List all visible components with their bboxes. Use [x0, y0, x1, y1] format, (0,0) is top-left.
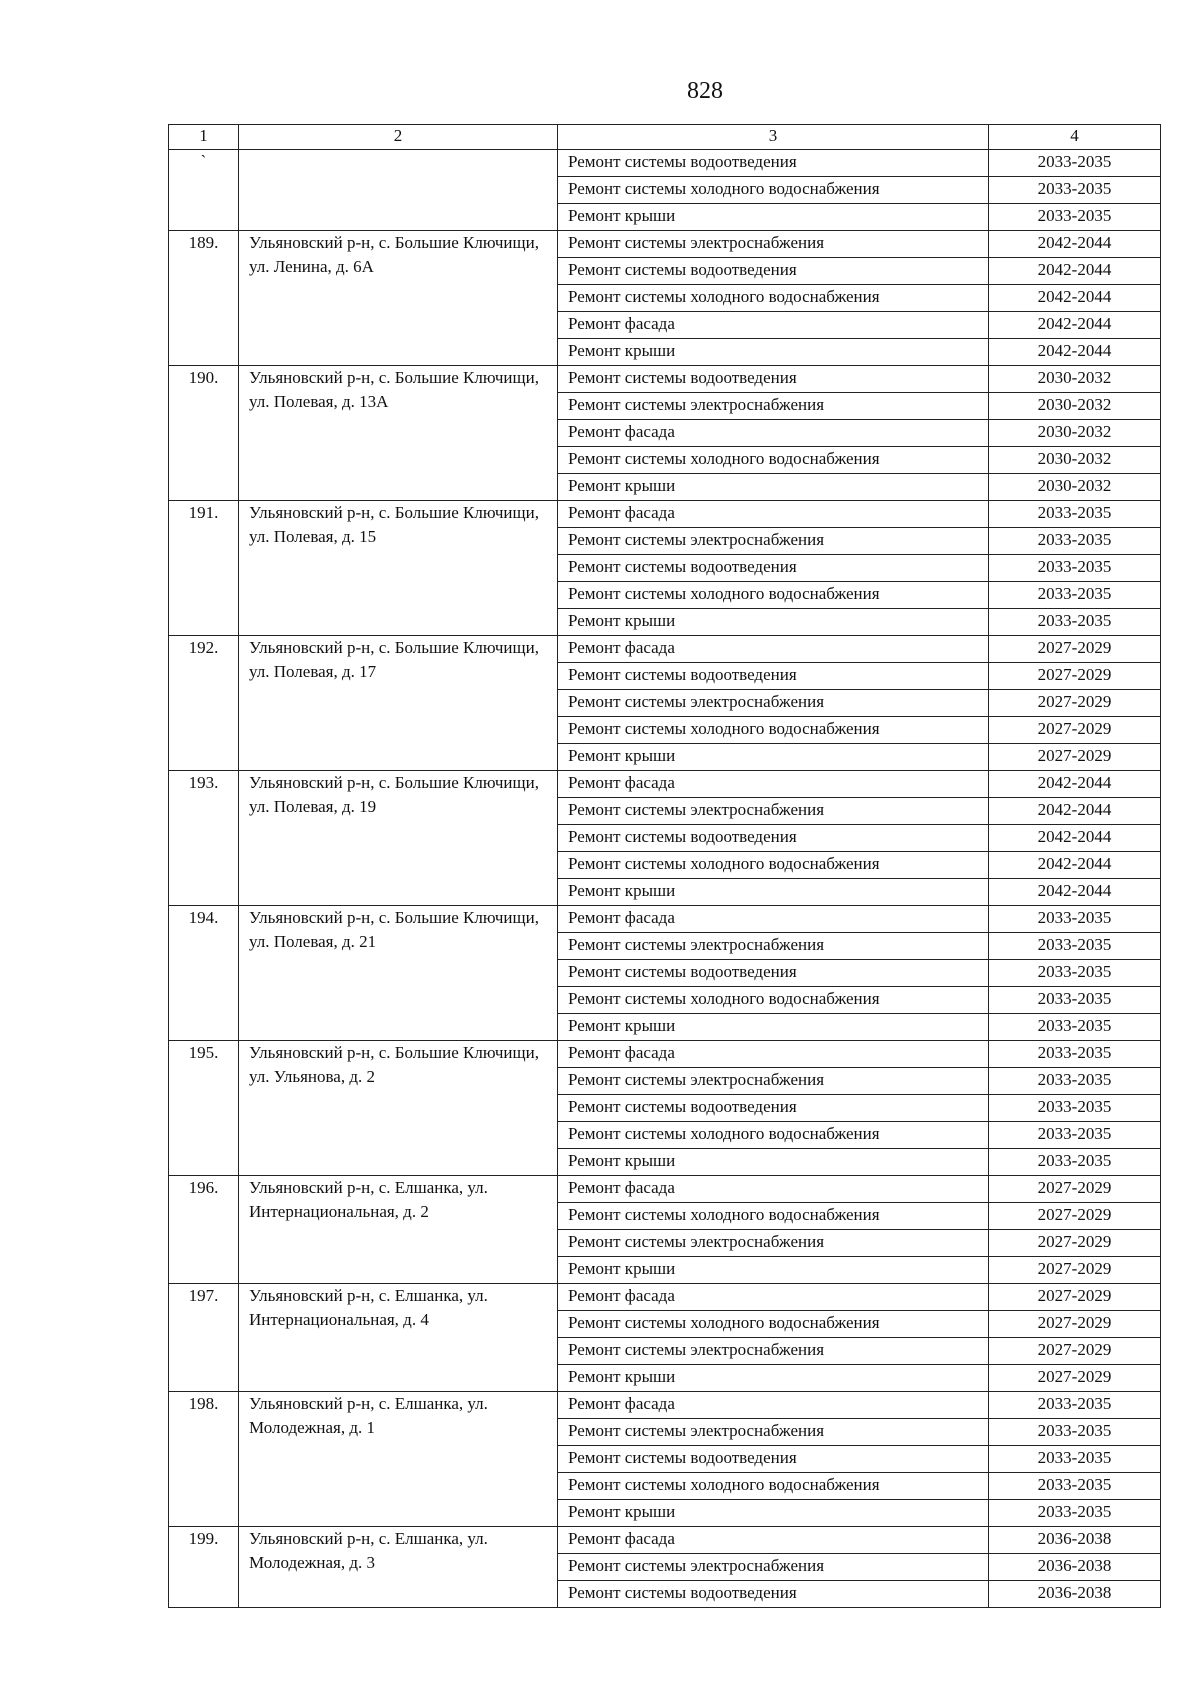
work-period: 2033-2035: [989, 960, 1161, 987]
table-row: [169, 1176, 1161, 1203]
work-period: 2033-2035: [989, 1122, 1161, 1149]
work-name: Ремонт системы электроснабжения: [558, 1230, 989, 1257]
work-name: Ремонт системы электроснабжения: [558, 231, 989, 258]
table-row: [169, 501, 1161, 528]
work-name: Ремонт системы электроснабжения: [558, 1068, 989, 1095]
work-name: Ремонт системы электроснабжения: [558, 933, 989, 960]
work-name: Ремонт крыши: [558, 879, 989, 906]
work-name: Ремонт системы холодного водоснабжения: [558, 285, 989, 312]
work-period: 2027-2029: [989, 1203, 1161, 1230]
work-period: 2033-2035: [989, 1149, 1161, 1176]
header-col-1: 1: [169, 125, 239, 150]
work-name: Ремонт фасада: [558, 1041, 989, 1068]
row-address: Ульяновский р-н, с. Елшанка, ул. Молодежная, д. 1: [239, 1392, 558, 1527]
work-period: 2027-2029: [989, 717, 1161, 744]
work-name: Ремонт системы холодного водоснабжения: [558, 1473, 989, 1500]
work-name: Ремонт крыши: [558, 1149, 989, 1176]
work-period: 2033-2035: [989, 582, 1161, 609]
work-name: Ремонт фасада: [558, 420, 989, 447]
work-name: Ремонт системы холодного водоснабжения: [558, 852, 989, 879]
work-name: Ремонт фасада: [558, 1284, 989, 1311]
work-name: Ремонт системы электроснабжения: [558, 1419, 989, 1446]
table-row: [169, 636, 1161, 663]
row-number: 192.: [169, 636, 239, 771]
work-period: 2030-2032: [989, 447, 1161, 474]
row-number: 199.: [169, 1527, 239, 1608]
table-row: [169, 1041, 1161, 1068]
row-address: Ульяновский р-н, с. Елшанка, ул. Молодежная, д. 3: [239, 1527, 558, 1608]
work-period: 2033-2035: [989, 1392, 1161, 1419]
row-address: Ульяновский р-н, с. Большие Ключищи, ул. Полевая, д. 15: [239, 501, 558, 636]
work-period: 2030-2032: [989, 366, 1161, 393]
work-name: Ремонт системы холодного водоснабжения: [558, 582, 989, 609]
work-name: Ремонт фасада: [558, 312, 989, 339]
work-name: Ремонт системы электроснабжения: [558, 1338, 989, 1365]
work-name: Ремонт системы холодного водоснабжения: [558, 1122, 989, 1149]
row-address: Ульяновский р-н, с. Большие Ключищи, ул. Полевая, д. 13А: [239, 366, 558, 501]
work-period: 2042-2044: [989, 231, 1161, 258]
work-period: 2042-2044: [989, 312, 1161, 339]
work-name: Ремонт системы водоотведения: [558, 960, 989, 987]
table-row: [169, 1392, 1161, 1419]
work-period: 2033-2035: [989, 501, 1161, 528]
work-name: Ремонт фасада: [558, 1176, 989, 1203]
work-name: Ремонт системы электроснабжения: [558, 1554, 989, 1581]
work-period: 2033-2035: [989, 204, 1161, 231]
row-number: 197.: [169, 1284, 239, 1392]
work-name: Ремонт крыши: [558, 744, 989, 771]
work-period: 2033-2035: [989, 1068, 1161, 1095]
work-period: 2033-2035: [989, 609, 1161, 636]
work-period: 2036-2038: [989, 1527, 1161, 1554]
work-period: 2033-2035: [989, 528, 1161, 555]
work-period: 2027-2029: [989, 1284, 1161, 1311]
work-name: Ремонт системы холодного водоснабжения: [558, 987, 989, 1014]
work-name: Ремонт системы водоотведения: [558, 366, 989, 393]
work-period: 2027-2029: [989, 636, 1161, 663]
works-table-body: [169, 125, 1161, 1608]
work-name: Ремонт системы водоотведения: [558, 663, 989, 690]
work-period: 2033-2035: [989, 1419, 1161, 1446]
work-name: Ремонт системы холодного водоснабжения: [558, 447, 989, 474]
work-period: 2027-2029: [989, 1230, 1161, 1257]
work-name: Ремонт системы водоотведения: [558, 258, 989, 285]
work-period: 2027-2029: [989, 1311, 1161, 1338]
work-name: Ремонт системы водоотведения: [558, 1446, 989, 1473]
row-number: 194.: [169, 906, 239, 1041]
work-name: Ремонт фасада: [558, 771, 989, 798]
work-name: Ремонт системы электроснабжения: [558, 528, 989, 555]
work-period: 2042-2044: [989, 798, 1161, 825]
table-row: [169, 366, 1161, 393]
work-period: 2030-2032: [989, 393, 1161, 420]
work-name: Ремонт фасада: [558, 906, 989, 933]
work-name: Ремонт фасада: [558, 1392, 989, 1419]
work-name: Ремонт крыши: [558, 1500, 989, 1527]
work-name: Ремонт системы водоотведения: [558, 150, 989, 177]
work-name: Ремонт крыши: [558, 339, 989, 366]
work-period: 2033-2035: [989, 906, 1161, 933]
row-address: Ульяновский р-н, с. Елшанка, ул. Интернациональная, д. 4: [239, 1284, 558, 1392]
work-period: 2030-2032: [989, 420, 1161, 447]
row-number: 196.: [169, 1176, 239, 1284]
work-name: Ремонт системы электроснабжения: [558, 798, 989, 825]
work-period: 2042-2044: [989, 879, 1161, 906]
work-period: 2033-2035: [989, 1446, 1161, 1473]
work-period: 2033-2035: [989, 1095, 1161, 1122]
row-number: 195.: [169, 1041, 239, 1176]
work-name: Ремонт системы водоотведения: [558, 825, 989, 852]
work-name: Ремонт системы холодного водоснабжения: [558, 177, 989, 204]
work-period: 2027-2029: [989, 663, 1161, 690]
row-address-empty: [239, 150, 558, 231]
work-name: Ремонт фасада: [558, 501, 989, 528]
work-name: Ремонт системы водоотведения: [558, 555, 989, 582]
work-name: Ремонт крыши: [558, 609, 989, 636]
work-period: 2042-2044: [989, 852, 1161, 879]
work-name: Ремонт крыши: [558, 1257, 989, 1284]
row-number: 198.: [169, 1392, 239, 1527]
work-period: 2036-2038: [989, 1581, 1161, 1608]
row-address: Ульяновский р-н, с. Елшанка, ул. Интернациональная, д. 2: [239, 1176, 558, 1284]
work-period: 2042-2044: [989, 285, 1161, 312]
header-col-4: 4: [989, 125, 1161, 150]
header-row: [169, 125, 1161, 150]
work-period: 2027-2029: [989, 1338, 1161, 1365]
work-period: 2042-2044: [989, 771, 1161, 798]
work-period: 2033-2035: [989, 933, 1161, 960]
work-period: 2027-2029: [989, 1365, 1161, 1392]
page-number: 828: [687, 78, 723, 104]
work-period: 2033-2035: [989, 177, 1161, 204]
table-row: [169, 231, 1161, 258]
table-row: [169, 1527, 1161, 1554]
work-name: Ремонт системы водоотведения: [558, 1581, 989, 1608]
work-period: 2042-2044: [989, 258, 1161, 285]
row-address: Ульяновский р-н, с. Большие Ключищи, ул. Полевая, д. 19: [239, 771, 558, 906]
work-name: Ремонт системы электроснабжения: [558, 393, 989, 420]
row-number: 189.: [169, 231, 239, 366]
work-name: Ремонт фасада: [558, 1527, 989, 1554]
work-period: 2033-2035: [989, 1500, 1161, 1527]
work-period: 2033-2035: [989, 1041, 1161, 1068]
work-period: 2033-2035: [989, 1014, 1161, 1041]
work-name: Ремонт крыши: [558, 204, 989, 231]
work-name: Ремонт крыши: [558, 1365, 989, 1392]
work-name: Ремонт системы холодного водоснабжения: [558, 1203, 989, 1230]
work-name: Ремонт фасада: [558, 636, 989, 663]
row-number: 190.: [169, 366, 239, 501]
work-period: 2042-2044: [989, 825, 1161, 852]
row-address: Ульяновский р-н, с. Большие Ключищи, ул. Ленина, д. 6А: [239, 231, 558, 366]
work-period: 2033-2035: [989, 555, 1161, 582]
row-number: 191.: [169, 501, 239, 636]
row-address: Ульяновский р-н, с. Большие Ключищи, ул. Полевая, д. 17: [239, 636, 558, 771]
work-period: 2027-2029: [989, 1257, 1161, 1284]
table-row: [169, 1284, 1161, 1311]
work-period: 2042-2044: [989, 339, 1161, 366]
table-row: [169, 906, 1161, 933]
work-name: Ремонт системы водоотведения: [558, 1095, 989, 1122]
row-marker: `: [169, 150, 239, 231]
work-period: 2033-2035: [989, 150, 1161, 177]
row-number: 193.: [169, 771, 239, 906]
table-row: [169, 150, 1161, 177]
work-period: 2027-2029: [989, 690, 1161, 717]
header-col-3: 3: [558, 125, 989, 150]
work-name: Ремонт системы холодного водоснабжения: [558, 1311, 989, 1338]
work-name: Ремонт крыши: [558, 474, 989, 501]
work-period: 2027-2029: [989, 1176, 1161, 1203]
work-period: 2036-2038: [989, 1554, 1161, 1581]
works-table: [168, 124, 1161, 1608]
row-address: Ульяновский р-н, с. Большие Ключищи, ул. Ульянова, д. 2: [239, 1041, 558, 1176]
header-col-2: 2: [239, 125, 558, 150]
work-period: 2030-2032: [989, 474, 1161, 501]
work-name: Ремонт системы холодного водоснабжения: [558, 717, 989, 744]
work-name: Ремонт системы электроснабжения: [558, 690, 989, 717]
work-period: 2033-2035: [989, 987, 1161, 1014]
work-name: Ремонт крыши: [558, 1014, 989, 1041]
row-address: Ульяновский р-н, с. Большие Ключищи, ул. Полевая, д. 21: [239, 906, 558, 1041]
work-period: 2033-2035: [989, 1473, 1161, 1500]
table-row: [169, 771, 1161, 798]
work-period: 2027-2029: [989, 744, 1161, 771]
